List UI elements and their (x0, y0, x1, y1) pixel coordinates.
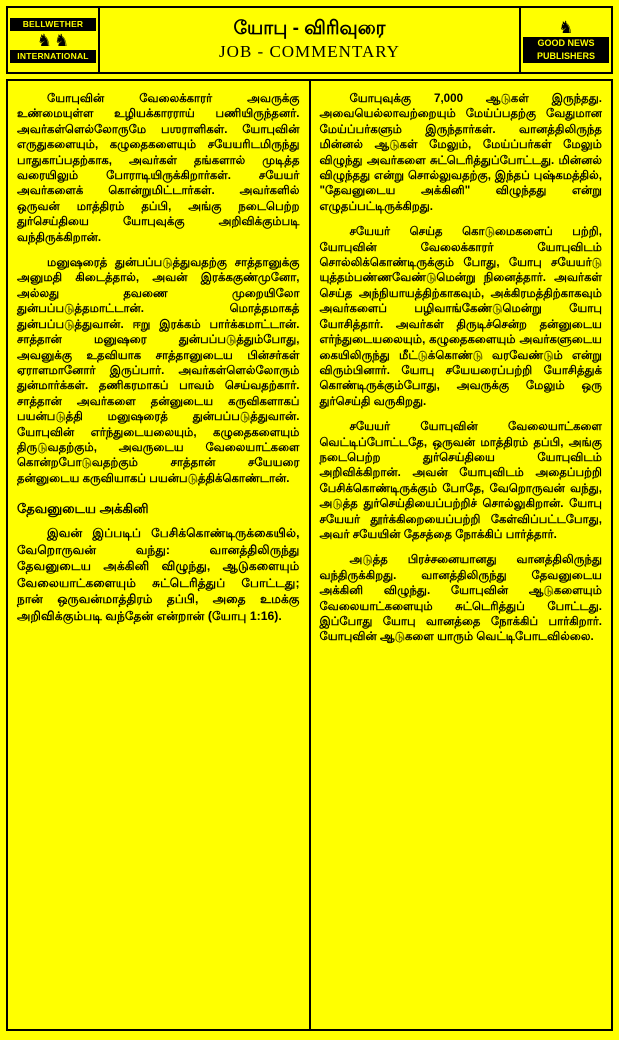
bellwether-logo-top-text: BELLWETHER (10, 18, 96, 31)
good-news-logo-emblem (523, 18, 609, 37)
paragraph: சயேயர் யோபுவின் வேலையாட்களை வெட்டிப்போட்டதே, ஒருவன் மாத்திரம் தப்பி, அங்கு நடைபெற்ற துர்செய்தியை யோபுவிடம் அறிவிக்கிறான். அவன் யோபுவிடம் அதைப்பற்றி பேசிக்கொண்டிருக்கும் போதே, வேறொருவன் வந்து, அடுத்த துர்செய்தியைப்பற்றிச் சொல்லுகிறான். யோபு சயேயர் தூர்க்கிறையைப்பற்றி கேள்விப்பட்டபோது, அவர் சயேயின் தேசத்தை நோக்கிப் பார்த்தார். (319, 420, 602, 541)
good-news-logo-top-text: GOOD NEWS (523, 37, 609, 50)
torch-icon: ♞ (54, 30, 70, 50)
page-title-english: JOB - COMMENTARY (219, 42, 400, 61)
bellwether-logo-emblem (10, 31, 96, 50)
paragraph: அடுத்த பிரச்சனையானது வானத்திலிருந்து வந்திருக்கிறது. வானத்திலிருந்து தேவனுடைய அக்கினி விழுந்து. யோபுவின் ஆடுகளையும் வேலையாட்களையும் சுட்டெரித்துப் போட்டது. இப்போது யோபு வானத்தை நோக்கிப் பார்கிறார். யோபுவின் ஆடுகளை யாரும் வெட்டிபோடவில்லை. (319, 553, 602, 644)
section-subheading: தேவனுடைய அக்கினி (17, 501, 149, 517)
torch-icon: ♞ (36, 30, 52, 50)
torch-icon: ♞ (558, 17, 574, 37)
emphasis-paragraph: இவன் இப்படிப் பேசிக்கொண்டிருக்கையில், வேறொருவன் வந்து: வானத்திலிருந்து தேவனுடைய அக்கினி விழுந்து, ஆடுகளையும் வேலையாட்களையும் சுட்டெரித்துப் போட்டது; நான் ஒருவன்மாத்திரம் தப்பி, அதை உமக்கு அறிவிக்கும்படி வந்தேன் என்றான் (யோபு 1:16). (17, 526, 300, 623)
page-title (100, 8, 519, 72)
paragraph: சயேயர் செய்த கொடுமைகளைப் பற்றி, யோபுவின் வேலைக்காரர் யோபுவிடம் சொல்லிக்கொண்டிருக்கும் போது, யோபு சயேயர்டு யுத்தம்பண்ணவேண்டுமென்று நினைத்தார். அவர்கள் செய்த அந்நியாயத்திற்காகவும், அக்கிரமத்திற்காகவும் அவர்களைப் பழிவாங்கேண்டுமென்று யோபு யோசித்தார். அவர்கள் திருடிச்சென்ற தன்னுடைய எர்ந்துடையலையும், கழுதைகளையும் அவர்களுடைய கையிலிருந்து மீட்டுக்கொண்டு வரவேண்டும் என்று விரும்பினார். யோபு சயேயரைப்பற்றி யோசித்துக் கொண்டிருக்கும்போது, அவருக்கு மேலும் ஒரு துர்செய்தி வருகிறது. (319, 225, 602, 408)
left-column (8, 81, 311, 1029)
bellwether-international-logo (8, 8, 100, 72)
paragraph: யோபுவுக்கு 7,000 ஆடுகள் இருந்தது. அவையெல்லாவற்றையும் மேய்ப்பதற்கு வேதுமான மேய்ப்பர்களும் இருந்தார்கள். வானத்திலிருந்த மின்னல் ஆடுகள் மேலும், மேய்ப்பர்கள் மேலும் விழுந்து அவர்களை சுட்டெரித்துப்போட்டது. மின்னல் விழுந்தது என்று சொல்லுவதற்கு, இந்தப் புஷ்கமத்தில், "தேவனுடைய அக்கினி" விழுந்தது என்று எழுதப்பட்டிருக்கிறது. (319, 92, 602, 213)
body-columns (6, 79, 613, 1031)
good-news-publishers-logo (519, 8, 611, 72)
bellwether-logo-bottom-text: INTERNATIONAL (10, 50, 96, 63)
good-news-logo-bottom-text: PUBLISHERS (523, 50, 609, 63)
paragraph: யோபுவின் வேலைக்காரர் அவருக்கு உண்மையுள்ள உழியக்காரராய் பணியிருந்தனர். அவர்கள்ளெல்லோருமே பஶராளிகள். யோபுவின் எருதுகளையும், கழுதைகளையும் சயேயரிடமிருந்து பாதுகாப்பதற்காக, அவர்கள் தங்களால் முடித்த வரையிலும் போராடியிருக்கிறார்கள். சயேயர் அவர்களைக் கொன்றுமிட்டார்கள். அவர்களில் ஒருவன் மாத்திரம் தப்பி, அங்கு நடைபெற்ற துர்செய்தியை யோபுவுக்கு அறிவிக்கும்படி வந்திருக்கிறான். (17, 92, 300, 244)
right-column (311, 81, 612, 1029)
paragraph: மனுஷரைத் துன்பப்படுத்துவதற்கு சாத்தானுக்கு அனுமதி கிடைத்தால், அவன் இரக்ககுண்முனோ, அல்லது தவணை முறையிலோ துன்பப்படுத்தமாட்டான். மொத்தமாகத் துன்பப்படுத்துவான். ஈறு இரக்கம் பார்க்கமாட்டான். சாத்தான் மனுஷரை துன்பப்படுத்தும்போது, அவனுக்கு உதவியாக சாத்தானுடைய பின்சர்கள் ஏராளமானோர் இருப்பார். அவர்கள்ளெல்லோரும் துன்மார்க்கள். தணிகரமாகப் பாவம் செய்வதற்கார். சாத்தான் அவர்களை தன்னுடைய கருவிகளாகப் பயன்படுத்தி மனுஷரைத் துன்பப்படுத்துவான். யோபுவின் எர்ந்துடையலையும், கழுதைகளையும் திருடுவதற்கும், அவருடைய வேலையாட்களை கொன்றபோடுவதற்கும் சாத்தான் சயேயரை தன்னுடைய கருவியாகப் பயன்படுத்திக்கொண்டான். (17, 256, 300, 485)
page-title-tamil: யோபு - விரிவுரை (233, 18, 386, 39)
document-header (6, 6, 613, 74)
